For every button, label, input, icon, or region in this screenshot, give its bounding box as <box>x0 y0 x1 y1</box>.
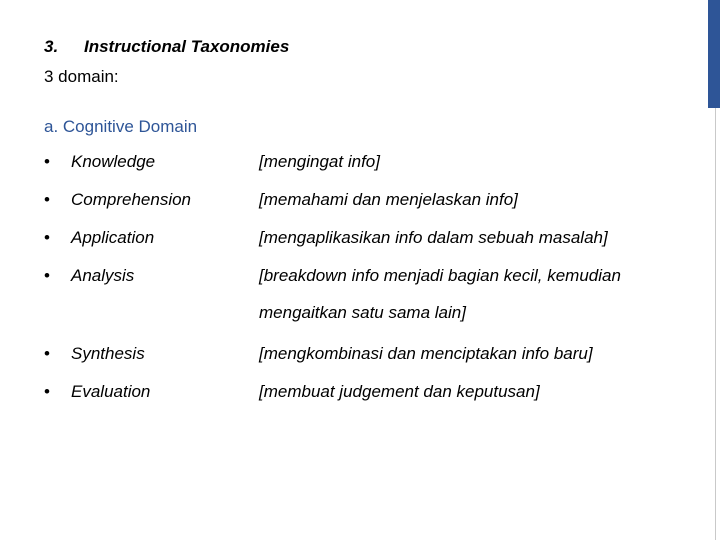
page-title <box>44 37 289 57</box>
heading-title: Instructional Taxonomies <box>84 37 290 56</box>
item-term: Knowledge <box>71 152 156 171</box>
bullet-icon: • <box>44 344 50 363</box>
item-term: Evaluation <box>71 382 151 401</box>
slide-edge-line <box>715 108 716 540</box>
bullet-icon: • <box>44 228 50 247</box>
bullet-icon: • <box>44 152 50 171</box>
item-description: [mengaplikasikan info dalam sebuah masalah] <box>259 228 608 247</box>
item-term: Application <box>71 228 155 247</box>
item-description: [memahami dan menjelaskan info] <box>259 190 518 209</box>
bullet-icon: • <box>44 190 50 209</box>
section-label: a. Cognitive Domain <box>44 117 198 136</box>
bullet-icon: • <box>44 266 50 285</box>
accent-bar <box>708 0 720 108</box>
item-description: [membuat judgement dan keputusan] <box>259 382 540 401</box>
item-description: [breakdown info menjadi bagian kecil, kemudian <box>259 266 621 285</box>
heading-number: 3. <box>44 37 59 56</box>
item-term: Synthesis <box>71 344 145 363</box>
item-description: [mengkombinasi dan menciptakan info baru] <box>259 344 593 363</box>
subheading: 3 domain: <box>44 67 119 86</box>
item-description: [mengingat info] <box>259 152 380 171</box>
bullet-icon: • <box>44 382 50 401</box>
item-term: Comprehension <box>71 190 192 209</box>
item-description-continued: mengaitkan satu sama lain] <box>259 303 466 322</box>
item-term: Analysis <box>71 266 135 285</box>
